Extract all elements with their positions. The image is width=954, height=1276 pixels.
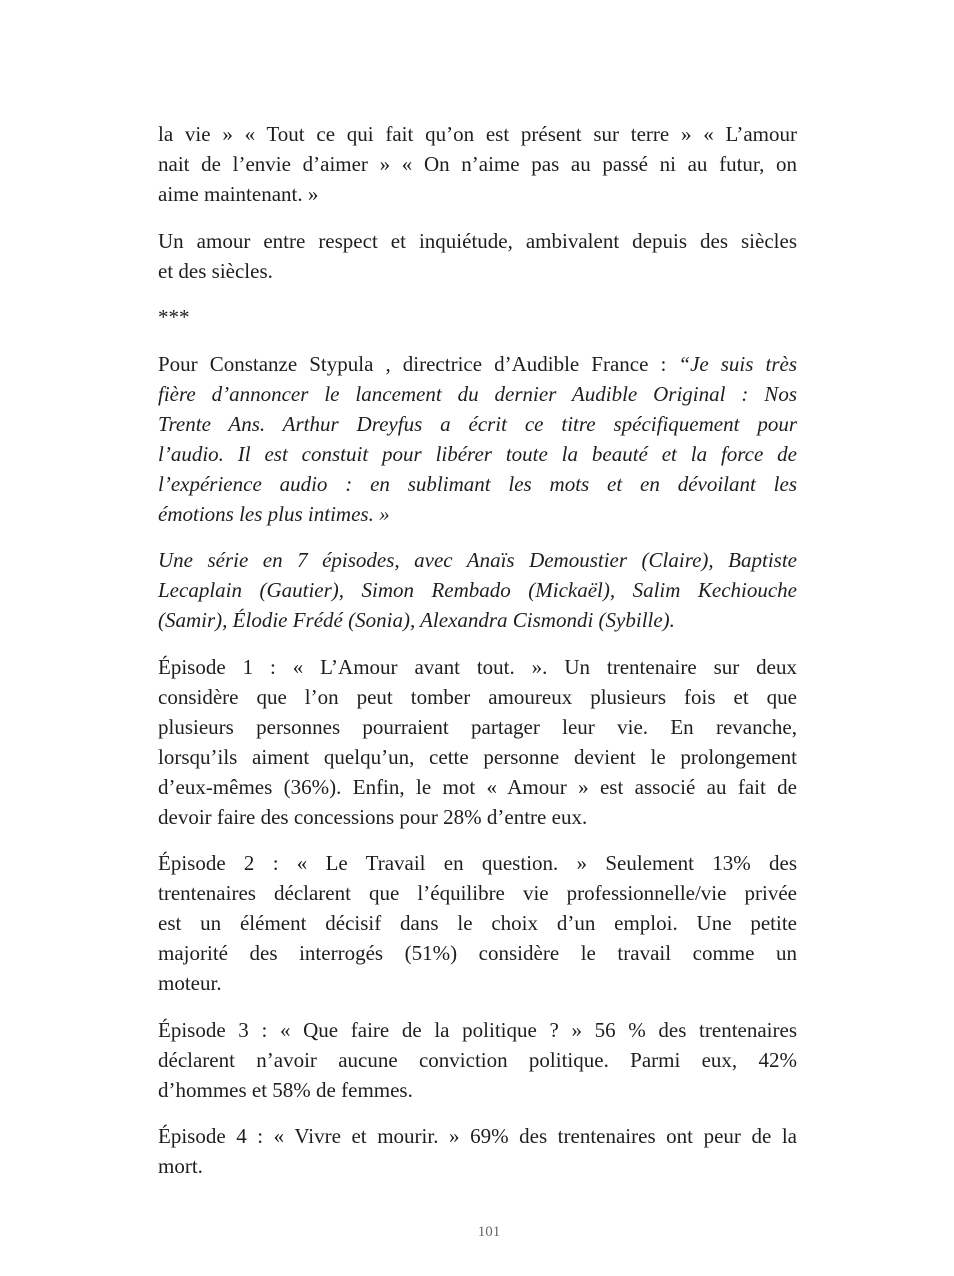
text-line: considère que l’on peut tomber amoureux plusieurs fois et que [158,684,797,709]
paragraph-audible-quote [158,349,797,529]
text-line: aime maintenant. » [158,182,319,206]
text-line: l’expérience audio : en sublimant les mots et en dévoilant les [158,471,797,496]
paragraph-episode-2 [158,848,797,998]
text-line: est un élément décisif dans le choix d’un emploi. Une petite [158,911,797,935]
text-line: fière d’annoncer le lancement du dernier Audible Original : Nos [158,381,797,406]
paragraph-love-quotes [158,119,797,209]
text-line: déclarent n’avoir aucune conviction politique. Parmi eux, 42% [158,1047,797,1072]
text-roman-segment: Pour Constanze Stypula , directrice d’Audible France : [158,351,679,376]
text-line: (Samir), Élodie Frédé (Sonia), Alexandra Cismondi (Sybille). [158,608,675,632]
text-line: la vie » « Tout ce qui fait qu’on est présent sur terre » « L’amour [158,122,797,146]
text-line: l’audio. Il est constuit pour libérer toute la beauté et la force de [158,441,797,466]
text-line: d’hommes et 58% de femmes. [158,1077,413,1102]
text-line: lorsqu’ils aiment quelqu’un, cette personne devient le prolongement [158,744,797,769]
text-line: Une série en 7 épisodes, avec Anaïs Demoustier (Claire), Baptiste [158,548,797,572]
text-italic-segment: “Je suis très [678,351,797,376]
paragraph-ambivalent-love [158,226,797,286]
text-line: Trente Ans. Arthur Dreyfus a écrit ce titre spécifiquement pour [158,411,797,436]
text-line: mort. [158,1154,203,1178]
text-line: plusieurs personnes pourraient partager leur vie. En revanche, [158,714,797,739]
paragraph-episode-3 [158,1015,797,1105]
text-line: trentenaires déclarent que l’équilibre vie professionnelle/vie privée [158,881,797,905]
text-line: et des siècles. [158,258,273,283]
text-line: majorité des interrogés (51%) considère le travail comme un [158,941,797,965]
text-line: nait de l’envie d’aimer » « On n’aime pas au passé ni au futur, on [158,152,797,176]
paragraph-episode-4 [158,1121,797,1181]
text-line: Épisode 1 : « L’Amour avant tout. ». Un trentenaire sur deux [158,654,797,679]
page-number: 101 [477,1224,501,1240]
text-line [158,349,797,379]
text-line: Épisode 4 : « Vivre et mourir. » 69% des trentenaires ont peur de la [158,1124,797,1148]
text-line: Épisode 3 : « Que faire de la politique ? » 56 % des trentenaires [158,1017,797,1042]
paragraph-cast [158,545,797,635]
text-line: émotions les plus intimes. » [158,501,390,526]
section-separator [158,302,797,332]
text-line: Épisode 2 : « Le Travail en question. » Seulement 13% des [158,851,797,875]
page-body-text [158,119,797,1198]
text-line: moteur. [158,971,222,995]
text-line: d’eux-mêmes (36%). Enfin, le mot « Amour » est associé au fait de [158,774,797,799]
separator-stars: *** [158,305,190,329]
text-line: Lecaplain (Gautier), Simon Rembado (Mickaël), Salim Kechiouche [158,578,797,602]
text-line: devoir faire des concessions pour 28% d’entre eux. [158,804,588,829]
text-line: Un amour entre respect et inquiétude, ambivalent depuis des siècles [158,228,797,253]
paragraph-episode-1 [158,652,797,832]
